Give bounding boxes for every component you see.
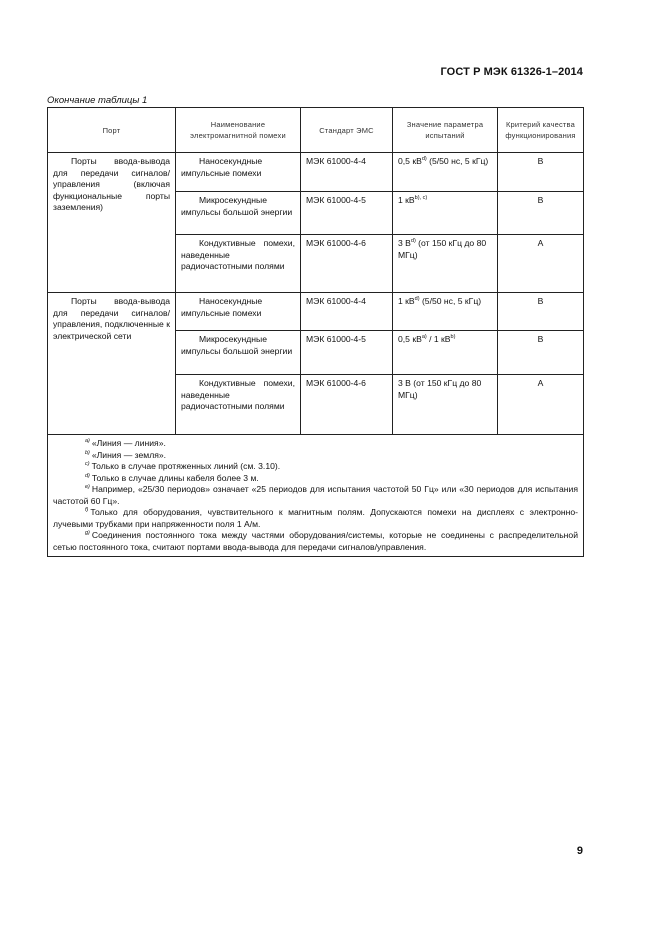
standard-cell: МЭК 61000-4-5 xyxy=(301,331,393,375)
test-value-cell: 1 $кВ^{b), c)}$ xyxy=(393,192,498,235)
note-b: $^{b)}$ «Линия — земля». xyxy=(85,449,167,460)
port-cell: Порты ввода-вывода для передачи сигналов/управления (включая функциональные порты заземления) xyxy=(48,153,176,293)
disturbance-cell: Наносекундные импульсные помехи xyxy=(176,293,301,331)
standard-cell: МЭК 61000-4-5 xyxy=(301,192,393,235)
disturbance-cell: Кондуктивные помехи, наведенные радиочастотными полями xyxy=(176,375,301,435)
column-header-port: Порт xyxy=(48,108,176,153)
standard-cell: МЭК 61000-4-4 xyxy=(301,293,393,331)
criterion-cell: В xyxy=(498,192,584,235)
note-g: $^{g)}$ Соединения постоянного тока между частями оборудования/системы, которые не соединены с распределительной сетью постоянного тока, считают портами ввода-вывода для передачи сигналов/управления. xyxy=(53,530,578,552)
note-f: $^{f)}$ Только для оборудования, чувствительного к магнитным полям. Допускаются помехи на дисплеях с электронно-лучевыми трубками при напряженности поля 1 А/м. xyxy=(53,507,578,529)
table-row xyxy=(48,293,584,331)
note-e: $^{e)}$ Например, «25/30 периодов» означает «25 периодов для испытания частотой 50 Гц» или «30 периодов для испытания частотой 60 Гц». xyxy=(53,484,578,506)
table-caption: Окончание таблицы 1 xyxy=(47,95,148,106)
column-header-disturbance: Наименование электромагнитной помехи xyxy=(176,108,301,153)
column-header-standard: Стандарт ЭМС xyxy=(301,108,393,153)
test-value-cell: 0,5 $кВ^{d)}$ (5/50 нс, 5 кГц) xyxy=(393,153,498,192)
test-value-cell: 3 В (от 150 кГц до 80 МГц) xyxy=(393,375,498,435)
disturbance-cell: Микросекундные импульсы большой энергии xyxy=(176,331,301,375)
standard-cell: МЭК 61000-4-4 xyxy=(301,153,393,192)
criterion-cell: В xyxy=(498,293,584,331)
port-cell: Порты ввода-вывода для передачи сигналов/управления, подключенные к электрической сети xyxy=(48,293,176,435)
test-value-cell: 3 $В^{d)}$ (от 150 кГц до 80 МГц) xyxy=(393,235,498,293)
emc-test-table xyxy=(47,107,584,557)
note-a: $^{a)}$ «Линия — линия». xyxy=(85,438,166,448)
disturbance-cell: Наносекундные импульсные помехи xyxy=(176,153,301,192)
disturbance-cell: Кондуктивные помехи, наведенные радиочастотными полями xyxy=(176,235,301,293)
criterion-cell: В xyxy=(498,153,584,192)
page-number: 9 xyxy=(576,845,583,857)
column-header-test-value: Значение параметра испытаний xyxy=(393,108,498,153)
test-value-cell: 1 $кВ^{d)}$ (5/50 нс, 5 кГц) xyxy=(393,293,498,331)
table-notes xyxy=(48,435,584,557)
criterion-cell: А xyxy=(498,375,584,435)
standard-cell: МЭК 61000-4-6 xyxy=(301,375,393,435)
table-header-row xyxy=(48,108,584,153)
criterion-cell: В xyxy=(498,331,584,375)
column-header-criterion: Критерий качества функционирования xyxy=(498,108,584,153)
standard-cell: МЭК 61000-4-6 xyxy=(301,235,393,293)
note-c: $^{c)}$ Только в случае протяженных линий (см. 3.10). xyxy=(85,461,281,471)
note-d: $^{d)}$ Только в случае длины кабеля более 3 м. xyxy=(85,472,259,483)
table-notes-row xyxy=(48,435,584,557)
disturbance-cell: Микросекундные импульсы большой энергии xyxy=(176,192,301,235)
test-value-cell: 0,5 $кВ^{a)} / 1$ $кВ^{b)}$ xyxy=(393,331,498,375)
table-row xyxy=(48,153,584,192)
document-id: ГОСТ Р МЭК 61326-1–2014 xyxy=(440,66,583,78)
criterion-cell: А xyxy=(498,235,584,293)
